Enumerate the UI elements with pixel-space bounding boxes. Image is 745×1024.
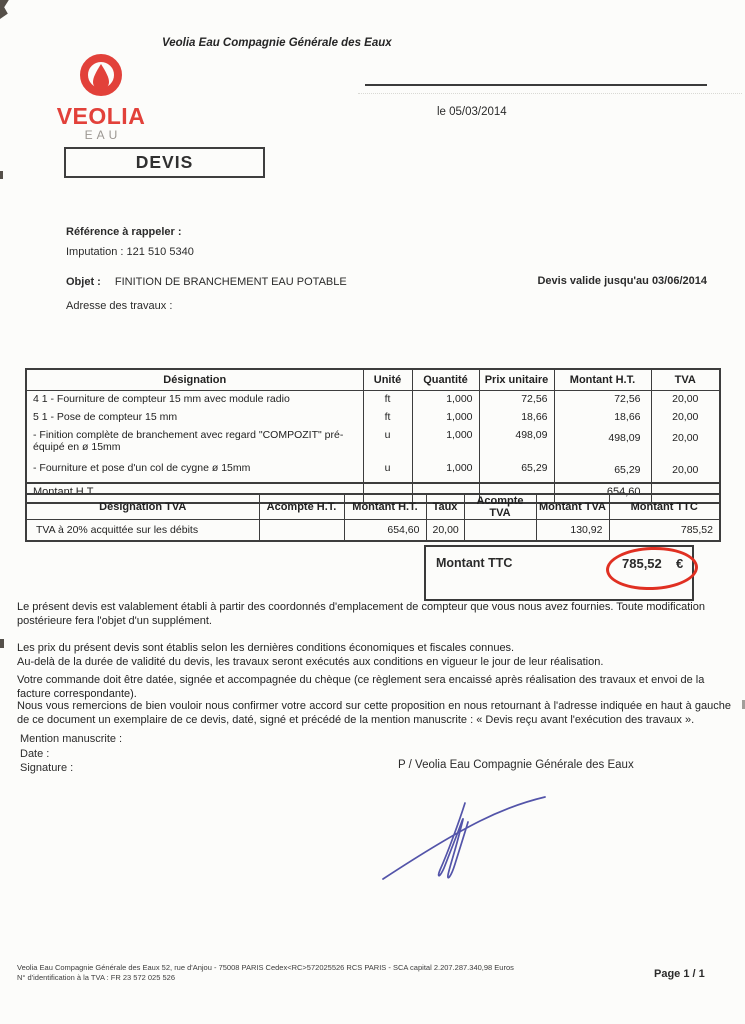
reference-label: Référence à rappeler : — [66, 226, 182, 238]
veolia-logo — [45, 52, 157, 142]
date-label: Date : — [20, 748, 50, 760]
cell-montant-ttc: 785,52 — [609, 520, 720, 542]
cell-designation: 4 1 - Fourniture de compteur 15 mm avec module radio — [26, 391, 363, 410]
cell-prix-unitaire: 72,56 — [479, 391, 554, 410]
table-row — [26, 409, 720, 427]
veolia-drop-icon — [45, 52, 157, 98]
page-number: Page 1 / 1 — [654, 968, 705, 980]
terms-paragraph-4: Nous vous remercions de bien vouloir nous confirmer votre accord sur cette proposition en nous retournant à l'adresse indiquée en haut à gauche de ce document un exemplaire de ce devis, daté, signé et précédé de la mention manuscrite : « Devis reçu avant l'exécution des travaux ». — [17, 700, 731, 726]
devis-title-box — [64, 147, 265, 178]
terms-paragraph-2a: Les prix du présent devis sont établis selon les dernières conditions économiques et fiscales connues. — [17, 642, 515, 654]
signature-label: Signature : — [20, 762, 74, 774]
cell-acompte-ht — [259, 520, 344, 542]
footer-legal-line2: N° d'identification à la TVA : FR 23 572 025 526 — [17, 972, 176, 982]
cell-montant-ht: 72,56 — [554, 391, 651, 410]
col-header-acompte-tva: Acompte TVA — [464, 494, 536, 520]
cell-prix-unitaire: 18,66 — [479, 409, 554, 427]
scan-corner-artifact — [0, 0, 10, 19]
col-header-acompte-ht: Acompte H.T. — [259, 494, 344, 520]
col-header-tva: TVA — [651, 369, 720, 391]
scan-edge-artifact — [0, 639, 4, 648]
footer-legal — [17, 963, 514, 982]
col-header-designation: Désignation — [26, 369, 363, 391]
header-rule — [365, 84, 707, 86]
col-header-montant-ttc: Montant TTC — [609, 494, 720, 520]
cell-montant-ht: 654,60 — [344, 520, 426, 542]
cell-montant-ht: 498,09 — [554, 427, 651, 460]
terms-paragraph-3: Votre commande doit être datée, signée et accompagnée du chèque (ce règlement sera encaissé après réalisation des travaux et envoi de la facture correspondante). — [17, 674, 705, 700]
cell-quantite: 1,000 — [412, 409, 479, 427]
objet-label: Objet : — [66, 276, 101, 288]
items-table-header-row — [26, 369, 720, 391]
total-ht-value: 654,60 — [554, 483, 651, 503]
company-name-header: Veolia Eau Compagnie Générale des Eaux — [162, 37, 392, 49]
cell-unite: u — [363, 460, 412, 483]
col-header-taux: Taux — [426, 494, 464, 520]
cell-tva: 20,00 — [651, 460, 720, 483]
cell-tva-designation: TVA à 20% acquittée sur les débits — [26, 520, 259, 542]
validity-date: Devis valide jusqu'au 03/06/2014 — [537, 275, 707, 287]
cell-prix-unitaire: 498,09 — [479, 427, 554, 460]
cell-taux: 20,00 — [426, 520, 464, 542]
scan-edge-artifact — [0, 171, 3, 179]
objet-row — [66, 276, 347, 288]
cell-quantite: 1,000 — [412, 460, 479, 483]
page-title: DEVIS — [135, 152, 194, 172]
objet-value: FINITION DE BRANCHEMENT EAU POTABLE — [114, 276, 347, 288]
cell-unite: ft — [363, 409, 412, 427]
euro-symbol: € — [676, 556, 684, 571]
handwritten-signature — [378, 790, 550, 886]
terms-paragraph-2b: Au-delà de la durée de validité du devis, les travaux seront exécutés aux conditions en vigueur le jour de leur réalisation. — [17, 656, 604, 668]
montant-ttc-label: Montant TTC — [436, 556, 513, 570]
cell-designation: 5 1 - Pose de compteur 15 mm — [26, 409, 363, 427]
col-header-unite: Unité — [363, 369, 412, 391]
cell-tva: 20,00 — [651, 391, 720, 410]
cell-montant-tva: 130,92 — [536, 520, 609, 542]
mention-manuscrite-label: Mention manuscrite : — [20, 733, 123, 745]
montant-ttc-amount: 785,52 — [622, 556, 662, 571]
cell-montant-ht: 18,66 — [554, 409, 651, 427]
document-date: le 05/03/2014 — [437, 106, 507, 118]
total-ht-label: Montant H.T. — [26, 483, 363, 503]
col-header-montant-ht: Montant H.T. — [554, 369, 651, 391]
montant-ttc-box — [424, 545, 694, 601]
cell-acompte-tva — [464, 520, 536, 542]
imputation-value: Imputation : 121 510 5340 — [66, 246, 194, 258]
col-header-montant-tva: Montant TVA — [536, 494, 609, 520]
cell-unite: ft — [363, 391, 412, 410]
tva-row — [26, 520, 720, 542]
terms-paragraph-1: Le présent devis est valablement établi à partir des coordonnés d'emplacement de compteur que vous nous avez fournies. Toute modification postérieure fera l'objet d'un supplément. — [17, 601, 705, 627]
table-row — [26, 391, 720, 410]
cell-designation: - Finition complète de branchement avec regard "COMPOZIT" pré-équipé en ø 15mm — [26, 427, 363, 460]
logo-brand-text: VEOLIA — [56, 103, 146, 129]
cell-tva: 20,00 — [651, 427, 720, 460]
logo-sub-text: EAU — [84, 128, 122, 142]
col-header-montant-ht: Montant H.T. — [344, 494, 426, 520]
adresse-travaux-label: Adresse des travaux : — [66, 300, 173, 312]
cell-prix-unitaire: 65,29 — [479, 460, 554, 483]
cell-designation: - Fourniture et pose d'un col de cygne ø 15mm — [26, 460, 363, 483]
tva-table-header-row — [26, 494, 720, 520]
cell-quantite: 1,000 — [412, 391, 479, 410]
tva-table — [25, 493, 721, 542]
col-header-prix-unitaire: Prix unitaire — [479, 369, 554, 391]
header-rule-faint — [358, 93, 742, 94]
table-row — [26, 427, 720, 460]
col-header-quantite: Quantité — [412, 369, 479, 391]
footer-legal-line1: Veolia Eau Compagnie Générale des Eaux 52, rue d'Anjou - 75008 PARIS Cedex<RC>572025526 RCS PARIS - SCA capital 2.207.287.340,98 Euros — [17, 963, 514, 972]
cell-tva: 20,00 — [651, 409, 720, 427]
signatory-line: P / Veolia Eau Compagnie Générale des Eaux — [398, 759, 634, 771]
cell-quantite: 1,000 — [412, 427, 479, 460]
col-header-designation-tva: Désignation TVA — [26, 494, 259, 520]
cell-unite: u — [363, 427, 412, 460]
items-table — [25, 368, 721, 504]
table-row — [26, 460, 720, 483]
cell-montant-ht: 65,29 — [554, 460, 651, 483]
